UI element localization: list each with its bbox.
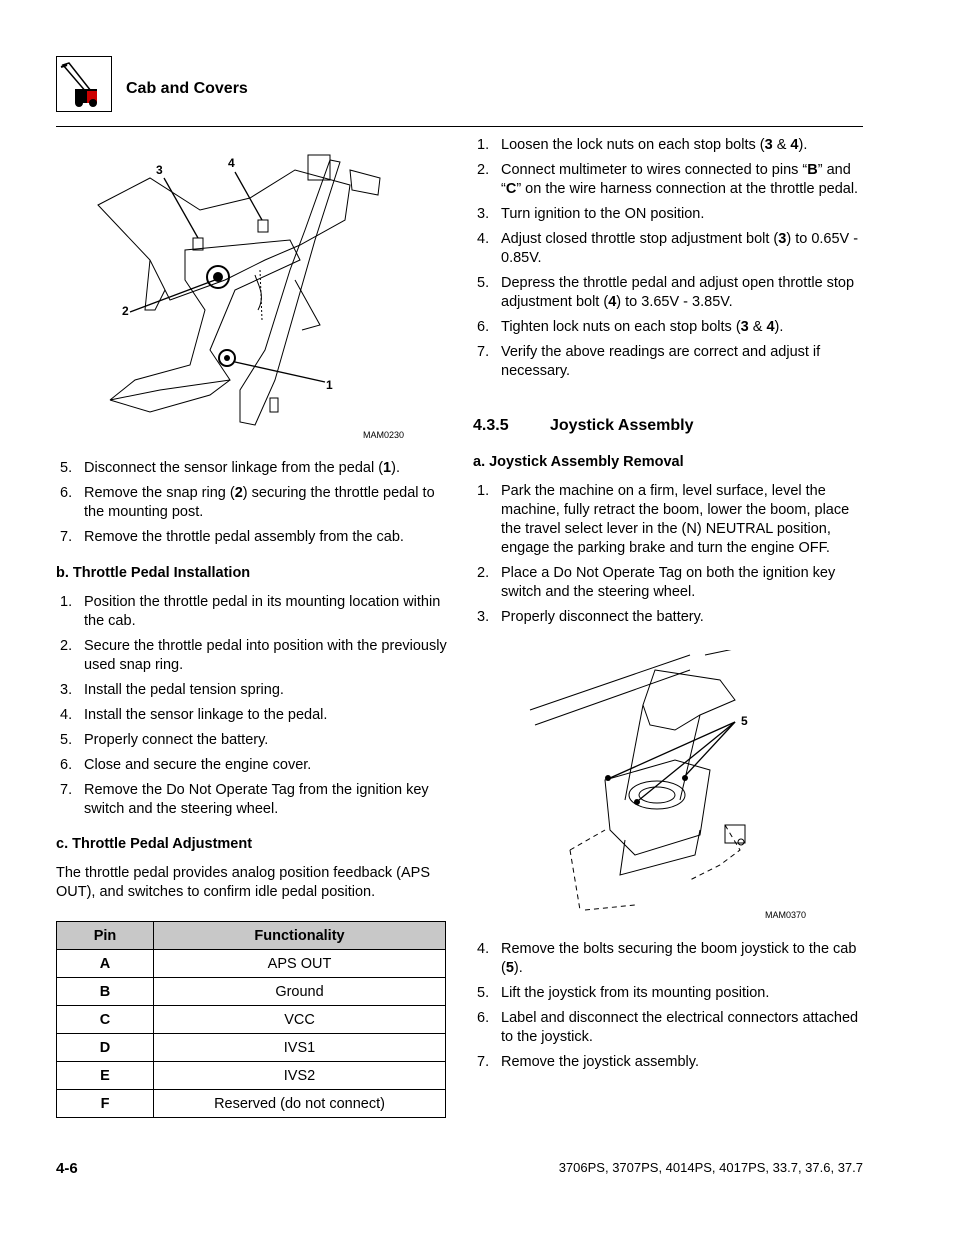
list-item: 1. Position the throttle pedal in its mounting location within the cab.	[60, 594, 441, 629]
section-title: Joystick Assembly	[550, 417, 694, 434]
list-item: 7. Remove the Do Not Operate Tag from the ignition key switch and the steering wheel.	[60, 782, 429, 817]
joystick-steps-b	[473, 940, 863, 1078]
callout-4: 4	[228, 156, 235, 170]
list-item: 6. Close and secure the engine cover.	[60, 757, 312, 773]
manual-logo	[56, 56, 112, 112]
figure-code: MAM0230	[363, 430, 405, 440]
list-item: 6. Remove the snap ring (2) securing the throttle pedal to the mounting post.	[60, 485, 435, 520]
list-item: 4. Install the sensor linkage to the pedal.	[60, 707, 328, 723]
throttle-pedal-figure	[90, 150, 420, 445]
joystick-removal-heading: a. Joystick Assembly Removal	[473, 454, 684, 470]
installation-heading: b. Throttle Pedal Installation	[56, 565, 251, 581]
list-item: 5. Depress the throttle pedal and adjust open throttle stop adjustment bolt (4) to 3.65V - 3.85V.	[477, 275, 855, 310]
list-item: 7. Remove the joystick assembly.	[477, 1054, 699, 1070]
list-item: 2. Place a Do Not Operate Tag on both the ignition key switch and the steering wheel.	[477, 565, 836, 600]
section-number: 4.3.5	[473, 417, 509, 434]
adjustment-steps	[473, 136, 863, 387]
telehandler-icon	[57, 57, 111, 111]
list-item: 6. Tighten lock nuts on each stop bolts (3 & 4).	[477, 319, 784, 335]
header-rule	[56, 126, 863, 127]
list-item: 2. Connect multimeter to wires connected to pins “B” and “C” on the wire harness connection at the throttle pedal.	[477, 162, 859, 197]
list-item: 5. Disconnect the sensor linkage from the pedal (1).	[60, 460, 400, 476]
page-title: Cab and Covers	[126, 80, 248, 97]
list-item: 5. Lift the joystick from its mounting position.	[477, 985, 770, 1001]
table-row: E IVS2	[57, 1062, 446, 1090]
list-item: 7. Verify the above readings are correct and adjust if necessary.	[477, 344, 821, 379]
callout-5: 5	[741, 714, 748, 728]
list-item: 5. Properly connect the battery.	[60, 732, 269, 748]
list-item: 4. Adjust closed throttle stop adjustment bolt (3) to 0.65V - 0.85V.	[477, 231, 859, 266]
joystick-illustration	[525, 650, 825, 925]
list-item: 2. Secure the throttle pedal into position with the previously used snap ring.	[60, 638, 447, 673]
table-row: A APS OUT	[57, 950, 446, 978]
adjustment-heading: c. Throttle Pedal Adjustment	[56, 836, 253, 852]
column-header-pin: Pin	[57, 922, 154, 950]
callout-2: 2	[122, 304, 129, 318]
model-list: 3706PS, 3707PS, 4014PS, 4017PS, 33.7, 37.6, 37.7	[558, 1160, 863, 1175]
table-row: B Ground	[57, 978, 446, 1006]
list-item: 7. Remove the throttle pedal assembly from the cab.	[60, 529, 404, 545]
adjustment-intro: The throttle pedal provides analog position feedback (APS OUT), and switches to confirm idle pedal position.	[56, 865, 431, 900]
table-row: D IVS1	[57, 1034, 446, 1062]
list-item: 1. Loosen the lock nuts on each stop bolts (3 & 4).	[477, 137, 808, 153]
callout-3: 3	[156, 163, 163, 177]
installation-steps	[56, 593, 451, 825]
table-header-row	[57, 922, 446, 950]
list-item: 3. Install the pedal tension spring.	[60, 682, 284, 698]
page-number: 4-6	[56, 1160, 78, 1177]
table-row: F Reserved (do not connect)	[57, 1090, 446, 1118]
list-item: 3. Properly disconnect the battery.	[477, 609, 704, 625]
list-item: 4. Remove the bolts securing the boom joystick to the cab (5).	[477, 941, 857, 976]
list-item: 6. Label and disconnect the electrical connectors attached to the joystick.	[477, 1010, 859, 1045]
joystick-steps-a	[473, 482, 863, 633]
joystick-figure	[525, 650, 825, 925]
list-item: 3. Turn ignition to the ON position.	[477, 206, 705, 222]
throttle-pedal-illustration	[90, 150, 420, 445]
table-row: C VCC	[57, 1006, 446, 1034]
list-item: 1. Park the machine on a firm, level surface, level the machine, fully retract the boom, lower the boom, place the travel select lever in the (N) NEUTRAL position, engage the parking brake and turn the engine OFF.	[477, 483, 850, 556]
column-header-functionality: Functionality	[154, 922, 446, 950]
figure-code: MAM0370	[765, 910, 807, 920]
pin-table	[56, 921, 446, 1118]
removal-steps-continued	[56, 459, 451, 553]
callout-1: 1	[326, 378, 333, 392]
